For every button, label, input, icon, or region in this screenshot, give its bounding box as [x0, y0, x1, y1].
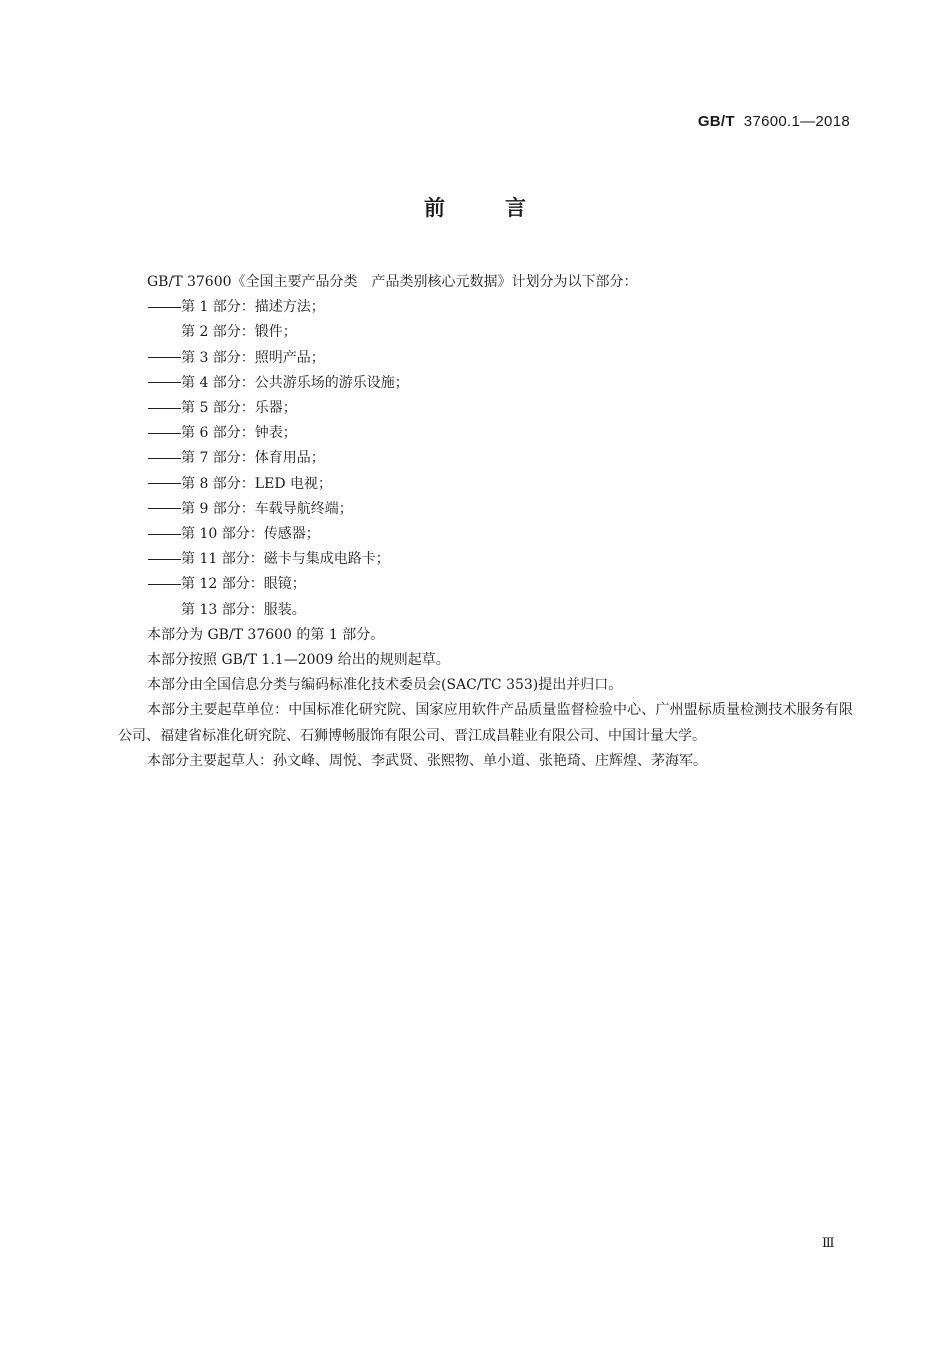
em-dash-marker [148, 307, 181, 308]
list-item [118, 295, 853, 320]
page-title: 前言 [424, 196, 586, 220]
list-item [118, 396, 853, 421]
standard-prefix: GB/T [697, 113, 735, 130]
list-item [118, 522, 853, 547]
em-dash-marker [148, 408, 181, 409]
part-label: 第 1 部分：描述方法； [181, 299, 325, 316]
em-dash-marker [148, 433, 181, 434]
part-label: 第 9 部分：车载导航终端； [181, 500, 353, 517]
part-label: 第 3 部分：照明产品； [181, 349, 325, 366]
list-item [118, 598, 853, 623]
list-item [118, 497, 853, 522]
part-label: 第 6 部分：钟表； [181, 425, 297, 442]
list-item [118, 547, 853, 572]
em-dash-marker [148, 382, 181, 383]
standard-code [698, 113, 850, 130]
em-dash-marker [148, 534, 181, 535]
list-item [118, 371, 853, 396]
em-dash-marker [148, 458, 181, 459]
part-label: 第 10 部分：传感器； [181, 526, 320, 543]
standard-number: 37600.1—2018 [743, 113, 850, 130]
list-item [118, 472, 853, 497]
list-item [118, 446, 853, 471]
paragraph: 本部分由全国信息分类与编码标准化技术委员会(SAC/TC 353)提出并归口。 [147, 677, 623, 694]
list-item [118, 572, 853, 597]
part-label: 第 2 部分：锻件； [181, 324, 297, 341]
part-label: 第 5 部分：乐器； [181, 400, 297, 417]
part-label: 第 12 部分：眼镜； [181, 576, 306, 593]
em-dash-marker [148, 508, 181, 509]
paragraphs [118, 623, 853, 774]
em-dash-marker [148, 559, 181, 560]
list-item [118, 320, 853, 345]
list-item [118, 421, 853, 446]
paragraph: 本部分为 GB/T 37600 的第 1 部分。 [147, 626, 385, 643]
part-label: 第 11 部分：磁卡与集成电路卡； [181, 551, 390, 568]
parts-list [118, 295, 853, 623]
em-dash-marker [148, 483, 181, 484]
intro-text: GB/T 37600《全国主要产品分类 产品类别核心元数据》计划分为以下部分： [147, 274, 638, 290]
em-dash-marker [148, 584, 181, 585]
part-label: 第 8 部分：LED 电视； [181, 475, 332, 492]
document-body [118, 270, 853, 774]
part-label: 第 4 部分：公共游乐场的游乐设施； [181, 374, 409, 391]
paragraph: 本部分主要起草人：孙文峰、周悦、李武贤、张熙物、单小道、张艳琦、庄辉煌、茅海军。 [147, 752, 707, 769]
paragraph: 本部分按照 GB/T 1.1—2009 给出的规则起草。 [147, 652, 450, 669]
page-number: Ⅲ [822, 1236, 835, 1251]
list-item [118, 346, 853, 371]
em-dash-marker [148, 357, 181, 358]
paragraph: 本部分主要起草单位：中国标准化研究院、国家应用软件产品质量监督检验中心、广州盟标质量检测技术服务有限公司、福建省标准化研究院、石狮博畅服饰有限公司、晋江成昌鞋业有限公司、中国计量大学。 [118, 702, 853, 744]
part-label: 第 7 部分：体育用品； [181, 450, 325, 467]
part-label: 第 13 部分：服装。 [181, 601, 306, 618]
